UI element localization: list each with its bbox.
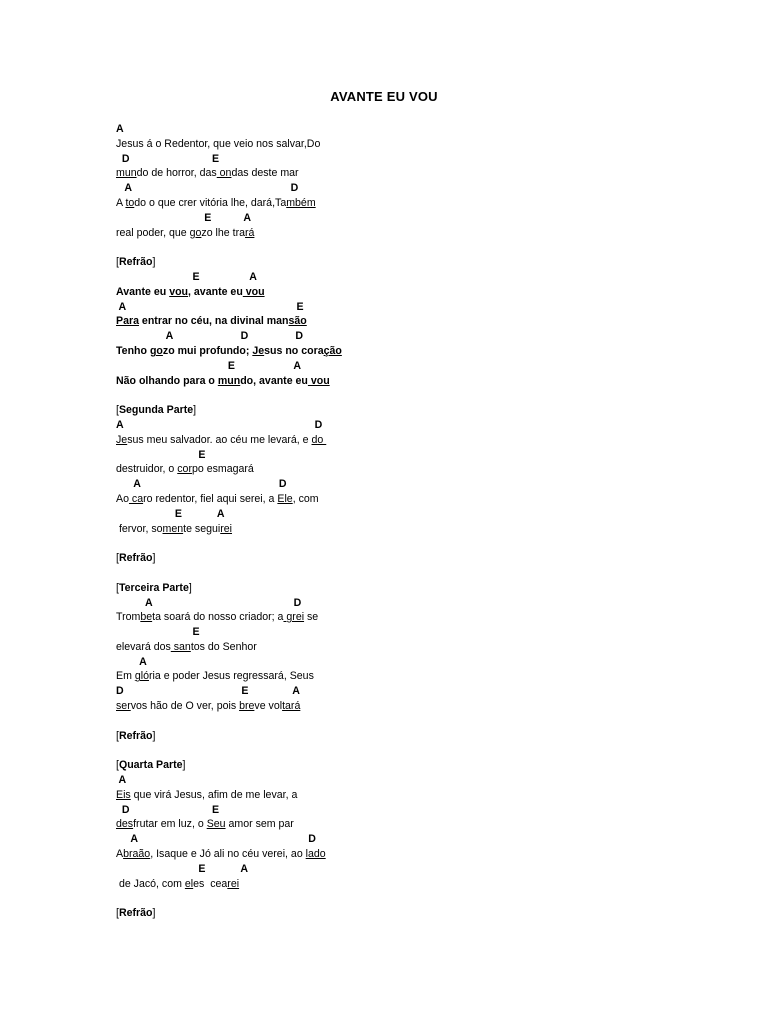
lyric-text: de Jacó, com bbox=[116, 877, 185, 890]
lyric-text: frutar em luz, o bbox=[133, 818, 207, 831]
lyric-text: Je bbox=[116, 433, 128, 446]
chord-text: E A bbox=[116, 359, 302, 372]
lyric-text: Tenho bbox=[116, 344, 150, 357]
lyric-text: san bbox=[170, 640, 191, 653]
lyric-text: mbém bbox=[286, 196, 316, 209]
chord-line bbox=[116, 300, 716, 315]
lyric-line bbox=[116, 137, 716, 152]
lyric-text: Refrão bbox=[118, 256, 153, 269]
lyric-text: Quarta Parte bbox=[118, 759, 183, 772]
blank-line bbox=[116, 743, 716, 758]
chord-line bbox=[116, 448, 716, 463]
lyric-text: men bbox=[162, 522, 184, 535]
lyric-line bbox=[116, 669, 716, 684]
lyric-line bbox=[116, 729, 716, 744]
lyric-text: ] bbox=[152, 552, 156, 565]
lyric-text: ] bbox=[193, 404, 197, 417]
lyric-text: gló bbox=[134, 670, 149, 683]
chord-line bbox=[116, 832, 716, 847]
chord-line bbox=[116, 152, 716, 167]
lyric-text: ve vol bbox=[254, 700, 283, 713]
lyric-text: sus meu salvador. ao céu me levará, e bbox=[127, 433, 312, 446]
lyric-text: [ bbox=[116, 729, 119, 742]
lyric-text: to bbox=[125, 196, 135, 209]
lyric-text: Refrão bbox=[118, 729, 153, 742]
lyric-text: rei bbox=[220, 522, 233, 535]
lyric-text: elevará dos bbox=[116, 640, 171, 653]
lyric-line bbox=[116, 374, 716, 389]
chord-line bbox=[116, 507, 716, 522]
lyric-text: Eis bbox=[116, 788, 131, 801]
lyric-text: ta soará do nosso criador; a bbox=[152, 611, 284, 624]
lyric-text: Não olhando para o bbox=[116, 374, 218, 387]
lyric-text: do, avante eu bbox=[240, 374, 308, 387]
lyric-text: [ bbox=[116, 759, 119, 772]
chord-text: A D bbox=[116, 596, 302, 609]
lyric-line bbox=[116, 817, 716, 832]
lyric-text: el bbox=[184, 877, 194, 890]
chord-text: A bbox=[116, 655, 147, 668]
lyric-text: [ bbox=[116, 581, 119, 594]
chord-line bbox=[116, 418, 716, 433]
lyric-line bbox=[116, 226, 716, 241]
lyric-text: vos hão de O ver, pois bbox=[130, 700, 240, 713]
lyric-text: ca bbox=[128, 492, 144, 505]
chord-text: A D bbox=[116, 182, 299, 195]
chord-line bbox=[116, 862, 716, 877]
lyric-text: vou bbox=[307, 374, 330, 387]
lyric-line bbox=[116, 522, 716, 537]
lyric-text: Avante eu bbox=[116, 285, 170, 298]
lyric-text: , avante eu bbox=[188, 285, 243, 298]
blank-line bbox=[116, 566, 716, 581]
lyric-text: ] bbox=[152, 907, 156, 920]
chord-line bbox=[116, 596, 716, 611]
lyric-text: , com bbox=[292, 492, 319, 505]
chord-text: A bbox=[116, 774, 127, 787]
lyric-text: mun bbox=[217, 374, 241, 387]
blank-line bbox=[116, 536, 716, 551]
lyric-text: destruidor, o bbox=[116, 463, 178, 476]
chord-line bbox=[116, 477, 716, 492]
blank-line bbox=[116, 891, 716, 906]
chord-text: E A bbox=[116, 862, 249, 875]
lyric-line bbox=[116, 285, 716, 300]
lyric-text: que virá Jesus, afim de me levar, a bbox=[130, 788, 298, 801]
lyric-text: ria e poder Jesus regressará, Seus bbox=[148, 670, 314, 683]
lyric-text: [ bbox=[116, 552, 119, 565]
chord-text: A D bbox=[116, 833, 316, 846]
lyric-text: bre bbox=[239, 700, 255, 713]
lyric-text: des bbox=[116, 818, 134, 831]
lyric-line bbox=[116, 314, 716, 329]
lyric-text: es cea bbox=[193, 877, 228, 890]
chord-text: E A bbox=[116, 507, 225, 520]
lyric-text: Je bbox=[252, 344, 265, 357]
lyric-line bbox=[116, 847, 716, 862]
lyric-text: sus no cora bbox=[264, 344, 324, 357]
lyric-line bbox=[116, 255, 716, 270]
lyric-text: grei bbox=[283, 611, 305, 624]
chord-line bbox=[116, 270, 716, 285]
chord-line bbox=[116, 803, 716, 818]
lyric-line bbox=[116, 610, 716, 625]
lyric-text: Segunda Parte bbox=[118, 404, 194, 417]
lyric-text: vou bbox=[169, 285, 189, 298]
chord-text: E A bbox=[116, 270, 257, 283]
song-title: AVANTE EU VOU bbox=[330, 89, 438, 104]
lyric-text: vou bbox=[242, 285, 265, 298]
lyric-text: be bbox=[140, 611, 153, 624]
lyric-text: do o que crer vitória lhe, dará,Ta bbox=[134, 196, 287, 209]
lyric-text: Para bbox=[116, 315, 139, 328]
lyric-line bbox=[116, 788, 716, 803]
lyric-text: fervor, so bbox=[116, 522, 163, 535]
blank-line bbox=[116, 240, 716, 255]
lyric-text: Trom bbox=[116, 611, 141, 624]
lyric-text: go bbox=[149, 344, 163, 357]
lyric-text: Terceira Parte bbox=[118, 581, 189, 594]
lyric-text: A bbox=[116, 848, 124, 861]
lyric-text: mun bbox=[116, 167, 137, 180]
chord-text: E bbox=[116, 626, 200, 639]
chord-line bbox=[116, 122, 716, 137]
chord-text: A D bbox=[116, 478, 287, 491]
song-body bbox=[116, 122, 716, 921]
lyric-text: ] bbox=[152, 256, 156, 269]
lyric-text: ser bbox=[116, 700, 131, 713]
lyric-line bbox=[116, 196, 716, 211]
lyric-text: zo lhe tra bbox=[201, 226, 245, 239]
lyric-text: tos do Senhor bbox=[190, 640, 257, 653]
chord-line bbox=[116, 211, 716, 226]
chord-line bbox=[116, 329, 716, 344]
lyric-line bbox=[116, 581, 716, 596]
lyric-line bbox=[116, 551, 716, 566]
chord-text: A E bbox=[116, 300, 304, 313]
lyric-text: po esmagará bbox=[191, 463, 254, 476]
lyric-text: do bbox=[311, 433, 327, 446]
lyric-text: ção bbox=[323, 344, 342, 357]
chord-line bbox=[116, 625, 716, 640]
lyric-text: do de horror, das bbox=[136, 167, 217, 180]
lyric-text: Jesus á o Redentor, que veio nos salvar,Do bbox=[116, 137, 321, 150]
chord-text: A bbox=[116, 123, 124, 135]
chord-line bbox=[116, 773, 716, 788]
lyric-text: ] bbox=[188, 581, 192, 594]
lyric-line bbox=[116, 699, 716, 714]
lyric-text: rei bbox=[227, 877, 240, 890]
lyric-line bbox=[116, 166, 716, 181]
lyric-text: te segui bbox=[183, 522, 221, 535]
lyric-text: Ele bbox=[277, 492, 293, 505]
lyric-text: ] bbox=[152, 729, 156, 742]
lyric-text: [ bbox=[116, 907, 119, 920]
blank-line bbox=[116, 388, 716, 403]
lyric-text: ] bbox=[182, 759, 186, 772]
lyric-text: [ bbox=[116, 404, 119, 417]
lyric-text: Ao bbox=[116, 492, 129, 505]
lyric-text: lado bbox=[305, 848, 326, 861]
chord-text: E bbox=[116, 448, 206, 461]
chord-line bbox=[116, 684, 716, 699]
chord-line bbox=[116, 359, 716, 374]
lyric-line bbox=[116, 433, 716, 448]
lyric-text: ro redentor, fiel aqui serei, a bbox=[143, 492, 278, 505]
lyric-text: [ bbox=[116, 256, 119, 269]
chord-text: A D D bbox=[116, 330, 303, 343]
chord-text: A D bbox=[116, 418, 323, 431]
lyric-text: zo mui profundo; bbox=[162, 344, 253, 357]
chord-text: D E bbox=[116, 152, 220, 165]
lyric-text: Seu bbox=[206, 818, 226, 831]
chord-text: E A bbox=[116, 211, 251, 224]
lyric-line bbox=[116, 344, 716, 359]
lyric-text: A bbox=[116, 196, 126, 209]
lyric-line bbox=[116, 492, 716, 507]
lyric-text: go bbox=[189, 226, 202, 239]
lyric-line bbox=[116, 462, 716, 477]
lyric-text: se bbox=[304, 611, 319, 624]
lyric-line bbox=[116, 906, 716, 921]
lyric-text: das deste mar bbox=[231, 167, 299, 180]
lyric-line bbox=[116, 403, 716, 418]
lyric-text: on bbox=[216, 167, 232, 180]
lyric-text: Refrão bbox=[118, 907, 153, 920]
blank-line bbox=[116, 714, 716, 729]
lyric-text: , Isaque e Jó ali no céu verei, ao bbox=[150, 848, 306, 861]
lyric-text: real poder, que bbox=[116, 226, 190, 239]
lyric-text: amor sem par bbox=[225, 818, 294, 831]
lyric-line bbox=[116, 758, 716, 773]
lyric-text: braão bbox=[123, 848, 151, 861]
lyric-text: Em bbox=[116, 670, 135, 683]
lyric-text: são bbox=[288, 315, 307, 328]
lyric-text: cor bbox=[177, 463, 192, 476]
lyric-text: entrar no céu, na divinal man bbox=[138, 315, 289, 328]
lyric-text: Refrão bbox=[118, 552, 153, 565]
chord-text: D E bbox=[116, 803, 220, 816]
chord-line bbox=[116, 181, 716, 196]
lyric-text: tará bbox=[282, 700, 301, 713]
lyric-line bbox=[116, 640, 716, 655]
lyric-text: rá bbox=[245, 226, 255, 239]
lyric-line bbox=[116, 877, 716, 892]
chord-line bbox=[116, 655, 716, 670]
chord-text: D E A bbox=[116, 685, 300, 698]
